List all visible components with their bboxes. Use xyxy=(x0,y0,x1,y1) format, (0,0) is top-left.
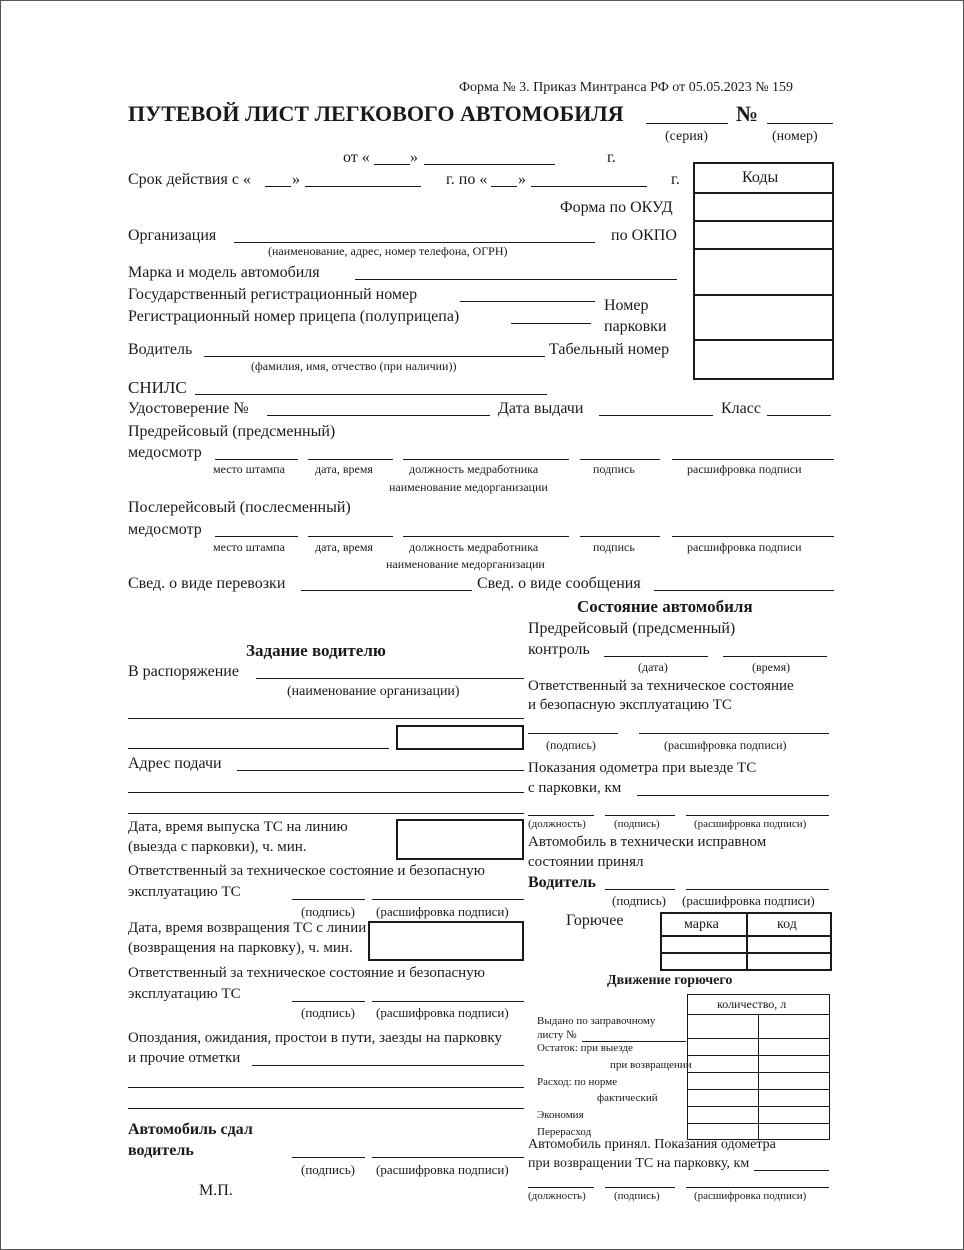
validity-to-day[interactable] xyxy=(491,186,517,187)
datetime-hint: дата, время xyxy=(315,540,373,554)
odometer-out-label: с парковки, км xyxy=(528,780,622,796)
organization-label: Организация xyxy=(128,227,217,244)
decode-hint: (расшифровка подписи) xyxy=(376,904,509,919)
release-label: Дата, время выпуска ТС на линию xyxy=(128,819,348,835)
responsible-2-signature[interactable] xyxy=(292,1001,365,1002)
post-datetime-field[interactable] xyxy=(308,536,393,537)
codes-divider xyxy=(693,248,834,250)
handed-over-signature[interactable] xyxy=(292,1157,365,1158)
return-label: Дата, время возвращения ТС с линии xyxy=(128,920,367,936)
fuel-movement-row xyxy=(687,1123,830,1124)
fuel-quantity-header: количество, л xyxy=(717,997,787,1011)
class-label: Класс xyxy=(721,400,761,417)
fuel-table-divider xyxy=(660,952,832,954)
accepted-label: состоянии принял xyxy=(528,854,644,870)
responsible-2-label: эксплуатацию ТС xyxy=(128,986,241,1002)
address-field-line3[interactable] xyxy=(128,813,524,814)
pre-position-field[interactable] xyxy=(403,459,569,460)
issue-date-field[interactable] xyxy=(599,415,713,416)
organization-hint: (наименование, адрес, номер телефона, ОГРН) xyxy=(268,244,508,258)
position-hint: (должность) xyxy=(528,1190,586,1202)
release-time-box[interactable] xyxy=(396,819,524,860)
pre-medical-label: медосмотр xyxy=(128,444,202,461)
codes-divider xyxy=(693,339,834,341)
pre-decode-field[interactable] xyxy=(672,459,834,460)
odometer-return-field[interactable] xyxy=(754,1170,829,1171)
parking-number-label: парковки xyxy=(604,318,667,335)
driver-label: Водитель xyxy=(128,341,193,358)
date-close-quote: » xyxy=(410,149,418,166)
disposal-hint: (наименование организации) xyxy=(287,684,460,699)
trailer-reg-label: Регистрационный номер прицепа (полуприцепа) xyxy=(128,308,460,325)
validity-to-month[interactable] xyxy=(531,186,647,187)
fuel-movement-row xyxy=(687,1072,830,1073)
validity-close-quote: » xyxy=(292,171,300,188)
car-model-field[interactable] xyxy=(355,279,677,280)
decode-hint: (расшифровка подписи) xyxy=(682,893,815,908)
license-label: Удостоверение № xyxy=(128,400,249,417)
fuel-label: Горючее xyxy=(566,912,624,929)
responsible-1-decode[interactable] xyxy=(372,899,524,900)
number-field[interactable] xyxy=(767,123,833,124)
odometer-out-label: Показания одометра при выезде ТС xyxy=(528,760,757,776)
okud-label: Форма по ОКУД xyxy=(560,199,673,216)
return-accept-label: при возвращении ТС на парковку, км xyxy=(528,1156,750,1171)
driver-hint: (фамилия, имя, отчество (при наличии)) xyxy=(251,359,457,373)
validity-from-day[interactable] xyxy=(265,186,291,187)
stamp-hint: место штампа xyxy=(213,540,285,554)
vehicle-state-title: Состояние автомобиля xyxy=(577,597,753,616)
tab-number-label: Табельный номер xyxy=(549,341,670,358)
accepted-driver-label: Водитель xyxy=(528,874,596,891)
signature-hint: подпись xyxy=(593,540,635,554)
driver-field[interactable] xyxy=(204,356,545,357)
trailer-reg-field[interactable] xyxy=(511,323,591,324)
pre-signature-field[interactable] xyxy=(580,459,660,460)
return-decode-field[interactable] xyxy=(686,1187,829,1188)
fuel-movement-row xyxy=(687,1106,830,1107)
post-medical-label: Послерейсовый (послесменный) xyxy=(128,499,351,516)
okpo-label: по ОКПО xyxy=(611,227,677,244)
date-month-field[interactable] xyxy=(424,164,555,165)
return-time-box[interactable] xyxy=(368,921,524,961)
transport-kind-field[interactable] xyxy=(301,590,472,591)
snils-field[interactable] xyxy=(195,394,547,395)
codes-header: Коды xyxy=(742,169,779,186)
page-title: ПУТЕВОЙ ЛИСТ ЛЕГКОВОГО АВТОМОБИЛЯ xyxy=(128,101,624,126)
fuel-code-header: код xyxy=(777,917,797,932)
number-label: (номер) xyxy=(772,129,818,144)
fuel-economy-label: Экономия xyxy=(537,1109,584,1121)
license-field[interactable] xyxy=(267,415,490,416)
car-model-label: Марка и модель автомобиля xyxy=(128,264,320,281)
vehicle-responsible-signature[interactable] xyxy=(528,733,618,734)
signature-hint: (подпись) xyxy=(546,738,596,752)
codes-divider xyxy=(693,192,834,194)
pre-control-date[interactable] xyxy=(604,656,708,657)
position-hint: должность медработника xyxy=(409,540,539,554)
post-medical-label: медосмотр xyxy=(128,521,202,538)
stamp-hint: место штампа xyxy=(213,462,285,476)
codes-divider xyxy=(693,220,834,222)
validity-from-month[interactable] xyxy=(305,186,421,187)
pre-stamp-field[interactable] xyxy=(215,459,298,460)
issue-date-label: Дата выдачи xyxy=(498,400,584,417)
pre-control-time[interactable] xyxy=(723,656,827,657)
vehicle-responsible-label: и безопасную эксплуатацию ТС xyxy=(528,697,732,713)
return-position-field[interactable] xyxy=(528,1187,594,1188)
state-reg-field[interactable] xyxy=(460,301,595,302)
message-kind-field[interactable] xyxy=(654,590,834,591)
datetime-hint: дата, время xyxy=(315,462,373,476)
address-field-line2[interactable] xyxy=(128,792,524,793)
fuel-movement-divider xyxy=(758,1014,759,1140)
med-org-hint: наименование медорганизации xyxy=(386,557,545,571)
organization-field[interactable] xyxy=(234,242,595,243)
responsible-2-decode[interactable] xyxy=(372,1001,524,1002)
return-label: (возвращения на парковку), ч. мин. xyxy=(128,940,353,956)
class-field[interactable] xyxy=(767,415,831,416)
disposal-field-line3[interactable] xyxy=(128,748,389,749)
transport-kind-label: Свед. о виде перевозки xyxy=(128,575,286,592)
accepted-driver-decode[interactable] xyxy=(686,889,829,890)
validity-close-quote: » xyxy=(518,171,526,188)
odometer-decode-field[interactable] xyxy=(686,815,829,816)
pre-medical-label: Предрейсовый (предсменный) xyxy=(128,423,336,440)
time-hint: (время) xyxy=(752,660,791,674)
fuel-issued-label: листу № xyxy=(537,1029,577,1041)
series-field[interactable] xyxy=(646,123,728,124)
med-org-hint: наименование медорганизации xyxy=(389,480,548,494)
pre-control-label: Предрейсовый (предсменный) xyxy=(528,620,736,637)
responsible-1-label: Ответственный за техническое состояние и безопасную xyxy=(128,863,485,879)
signature-hint: подпись xyxy=(593,462,635,476)
decode-hint: (расшифровка подписи) xyxy=(664,738,787,752)
delays-label: и прочие отметки xyxy=(128,1050,241,1066)
delays-field-line3[interactable] xyxy=(128,1108,524,1109)
position-hint: должность медработника xyxy=(409,462,539,476)
date-year-suffix: г. xyxy=(607,149,616,166)
decode-hint: расшифровка подписи xyxy=(687,462,802,476)
release-label: (выезда с парковки), ч. мин. xyxy=(128,839,307,855)
validity-label: Срок действия с « xyxy=(128,171,251,188)
handed-over-decode[interactable] xyxy=(372,1157,524,1158)
vehicle-responsible-decode[interactable] xyxy=(639,733,829,734)
responsible-2-label: Ответственный за техническое состояние и безопасную xyxy=(128,965,485,981)
parking-number-label: Номер xyxy=(604,297,649,314)
fuel-brand-header: марка xyxy=(684,917,719,932)
delays-field-line2[interactable] xyxy=(128,1087,524,1088)
disposal-field[interactable] xyxy=(256,678,524,679)
signature-hint: (подпись) xyxy=(614,1190,660,1202)
signature-hint: (подпись) xyxy=(301,904,355,919)
date-from-label: от « xyxy=(343,149,370,166)
fuel-movement-row xyxy=(687,1014,830,1015)
delays-field[interactable] xyxy=(252,1065,524,1066)
form-reference: Форма № 3. Приказ Минтранса РФ от 05.05.2023 № 159 xyxy=(459,80,794,95)
date-hint: (дата) xyxy=(638,660,668,674)
decode-hint: (расшифровка подписи) xyxy=(694,818,807,830)
series-label: (серия) xyxy=(665,129,708,144)
pre-datetime-field[interactable] xyxy=(308,459,393,460)
signature-hint: (подпись) xyxy=(614,818,660,830)
fuel-movement-row xyxy=(687,1055,830,1056)
post-stamp-field[interactable] xyxy=(215,536,298,537)
snils-label: СНИЛС xyxy=(128,378,187,397)
fuel-movement-title: Движение горючего xyxy=(607,973,733,988)
disposal-field-line2[interactable] xyxy=(128,718,524,719)
date-day-field[interactable] xyxy=(374,164,410,165)
fuel-rest-return-label: при возвращении xyxy=(610,1059,692,1071)
position-hint: (должность) xyxy=(528,818,586,830)
address-field[interactable] xyxy=(237,770,524,771)
vehicle-responsible-label: Ответственный за техническое состояние xyxy=(528,678,794,694)
decode-hint: (расшифровка подписи) xyxy=(376,1162,509,1177)
accepted-label: Автомобиль в технически исправном xyxy=(528,834,767,850)
disposal-label: В распоряжение xyxy=(128,663,239,680)
handed-over-label: водитель xyxy=(128,1142,194,1159)
decode-hint: (расшифровка подписи) xyxy=(376,1005,509,1020)
state-reg-label: Государственный регистрационный номер xyxy=(128,286,418,303)
codes-divider xyxy=(693,294,834,296)
signature-hint: (подпись) xyxy=(301,1162,355,1177)
address-label: Адрес подачи xyxy=(128,755,222,772)
number-sign: № xyxy=(736,101,759,126)
disposal-code-box[interactable] xyxy=(396,725,524,750)
decode-hint: расшифровка подписи xyxy=(687,540,802,554)
validity-year-suffix: г. xyxy=(671,171,680,188)
task-section-title: Задание водителю xyxy=(246,641,386,660)
post-decode-field[interactable] xyxy=(672,536,834,537)
validity-to-label: г. по « xyxy=(446,171,488,188)
codes-box xyxy=(693,162,834,380)
pre-control-label: контроль xyxy=(528,641,590,658)
fuel-rest-out-label: Остаток: при выезде xyxy=(537,1042,633,1054)
fuel-issued-label: Выдано по заправочному xyxy=(537,1015,656,1027)
decode-hint: (расшифровка подписи) xyxy=(694,1190,807,1202)
return-signature-field[interactable] xyxy=(605,1187,675,1188)
delays-label: Опоздания, ожидания, простои в пути, заезды на парковку xyxy=(128,1030,502,1046)
fuel-movement-row xyxy=(687,1038,830,1039)
return-accept-label: Автомобиль принял. Показания одометра xyxy=(528,1137,776,1152)
odometer-position-field[interactable] xyxy=(528,815,594,816)
responsible-1-signature[interactable] xyxy=(292,899,365,900)
message-kind-label: Свед. о виде сообщения xyxy=(477,575,641,592)
fuel-table-divider xyxy=(660,935,832,937)
fuel-norm-label: Расход: по норме xyxy=(537,1076,618,1088)
accepted-driver-signature[interactable] xyxy=(605,889,675,890)
odometer-signature-field[interactable] xyxy=(605,815,675,816)
signature-hint: (подпись) xyxy=(301,1005,355,1020)
fuel-movement-row xyxy=(687,1089,830,1090)
fuel-fact-label: фактический xyxy=(597,1092,658,1104)
odometer-out-field[interactable] xyxy=(637,795,829,796)
fuel-table-divider xyxy=(746,912,748,971)
signature-hint: (подпись) xyxy=(612,893,666,908)
post-signature-field[interactable] xyxy=(580,536,660,537)
handed-over-label: Автомобиль сдал xyxy=(128,1121,253,1138)
seal-mark: М.П. xyxy=(199,1182,233,1199)
responsible-1-label: эксплуатацию ТС xyxy=(128,884,241,900)
fuel-overrun-label: Перерасход xyxy=(537,1126,592,1138)
post-position-field[interactable] xyxy=(403,536,569,537)
